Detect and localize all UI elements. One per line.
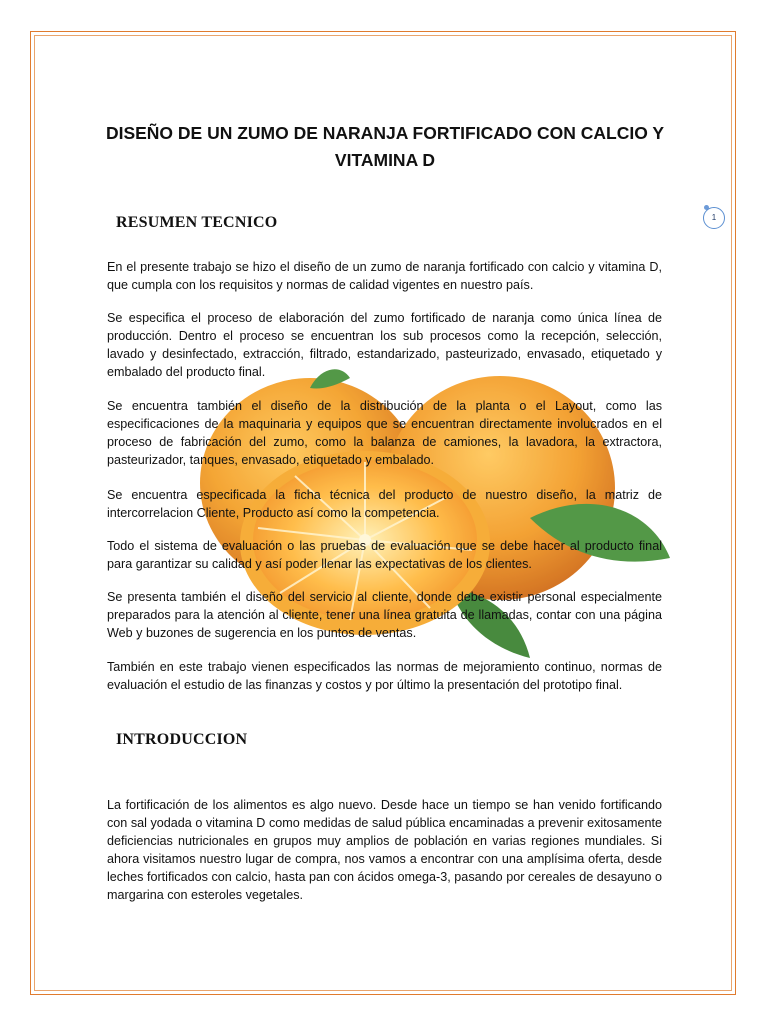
comment-marker[interactable]: 1 <box>703 207 725 229</box>
resumen-paragraph-5: Todo el sistema de evaluación o las pruebas de evaluación que se debe hacer al producto final para garantizar su calidad y así poder llenar las expectativas de los clientes. <box>107 539 662 571</box>
document-title: DISEÑO DE UN ZUMO DE NARANJA FORTIFICADO CON CALCIO Y VITAMINA D <box>105 123 665 170</box>
resumen-paragraph-7: También en este trabajo vienen especificados las normas de mejoramiento continuo, normas de evaluación el estudio de las finanzas y costos y por último la presentación del prototipo final. <box>107 660 662 692</box>
resumen-paragraph-6: Se presenta también el diseño del servicio al cliente, donde debe existir personal especialmente preparados para la atención al cliente, tener una línea gratuita de llamadas, contar con una página Web y buzones de sugerencia en los puntos de ventas. <box>107 590 662 640</box>
resumen-heading: RESUMEN TECNICO <box>116 214 278 231</box>
introduccion-paragraph-1: La fortificación de los alimentos es algo nuevo. Desde hace un tiempo se han venido fortificando con sal yodada o vitamina D como medidas de salud pública encaminadas a prevenir exitosamente deficiencias nutricionales en grupos muy amplios de población en varias regiones mundiales. Si ahora visitamos nuestro lugar de compra, nos vamos a encontrar con una amplísima oferta, desde leches fortificados con calcio, hasta pan con ácidos omega-3, pasando por cereales de desayuno o margarina con esteroles vegetales. <box>107 798 662 902</box>
resumen-paragraph-2: Se especifica el proceso de elaboración del zumo fortificado de naranja como única línea de producción. Dentro el proceso se encuentran los sub procesos como la recepción, selección, lavado y desinfectado, extracción, filtrado, estandarizado, pasteurizado, envasado, etiquetado y embalado del producto final. <box>107 311 662 379</box>
resumen-paragraph-1: En el presente trabajo se hizo el diseño de un zumo de naranja fortificado con calcio y vitamina D, que cumpla con los requisitos y normas de calidad vigentes en nuestro país. <box>107 260 662 292</box>
introduccion-heading: INTRODUCCION <box>116 731 248 748</box>
resumen-paragraph-3: Se encuentra también el diseño de la distribución de la planta o el Layout, como las especificaciones de la maquinaria y equipos que se encuentran directamente involucrados en el proceso de fabricación del zumo, como la balanza de camiones, la lavadora, la extractora, pasteurizador, tanques, envasado, etiquetado y embalado. <box>107 399 662 467</box>
resumen-paragraph-4: Se encuentra especificada la ficha técnica del producto de nuestro diseño, la matriz de intercorrelacion Cliente, Producto así como la competencia. <box>107 488 662 520</box>
